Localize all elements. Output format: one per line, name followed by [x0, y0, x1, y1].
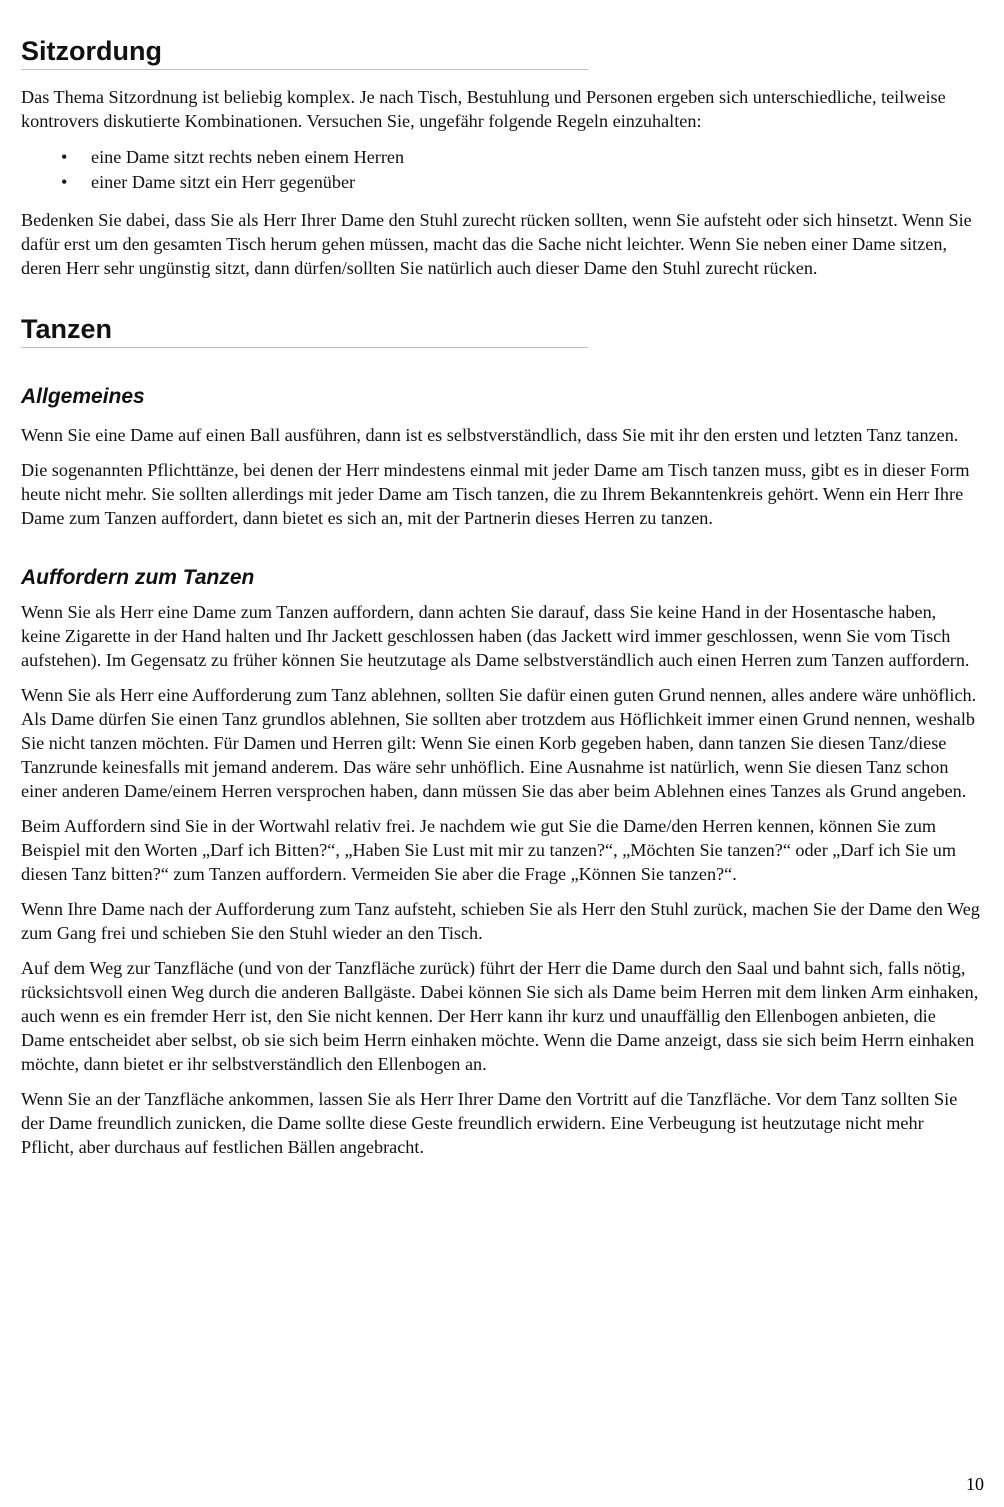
sitzordnung-intro: Das Thema Sitzordnung ist beliebig komplex. Je nach Tisch, Bestuhlung und Personen ergeben sich unterschiedliche, teilweise kontrovers diskutierte Kombinationen. Versuchen Sie, ungefähr folgende Regeln einzuhalten: — [21, 87, 946, 131]
list-item — [21, 145, 980, 170]
subsection-heading-allgemeines: Allgemeines — [21, 385, 145, 408]
page-number: 10 — [966, 1474, 984, 1494]
auffordern-paragraph: Wenn Sie an der Tanzfläche ankommen, lassen Sie als Herr Ihrer Dame den Vortritt auf die Tanzfläche. Vor dem Tanz sollten Sie der Dame freundlich zunicken, die Dame sollte diese Geste freundlich erwidern. Eine Verbeugung ist heutzutage nicht mehr Pflicht, aber durchaus auf festlichen Bällen angebracht. — [21, 1089, 958, 1157]
rule-text: einer Dame sitzt ein Herr gegenüber — [91, 172, 356, 192]
subsection-heading-auffordern: Auffordern zum Tanzen — [21, 566, 255, 589]
sitzordnung-rules-list — [21, 145, 980, 195]
allgemeines-paragraph: Wenn Sie eine Dame auf einen Ball ausführen, dann ist es selbstverständlich, dass Sie mit ihr den ersten und letzten Tanz tanzen. — [21, 425, 959, 445]
list-item — [21, 170, 980, 195]
auffordern-paragraph: Auf dem Weg zur Tanzfläche (und von der Tanzfläche zurück) führt der Herr die Dame durch den Saal und bahnt sich, falls nötig, rücksichtsvoll einen Weg durch die anderen Ballgäste. Dabei können Sie sich als Dame beim Herren mit dem linken Arm einhaken, auch wenn es ein fremder Herr ist, den Sie nicht kennen. Der Herr kann ihr kurz und unauffällig den Ellenbogen anbieten, die Dame entscheidet aber selbst, ob sie sich beim Herrn einhaken möchte. Wenn die Dame anzeigt, dass sie sich beim Herrn einhaken möchte, dann bietet er ihr selbstverständlich den Ellenbogen an. — [21, 958, 979, 1074]
auffordern-paragraph: Wenn Sie als Herr eine Aufforderung zum Tanz ablehnen, sollten Sie dafür einen guten Grund nennen, alles andere wäre unhöflich. Als Dame dürfen Sie einen Tanz grundlos ablehnen, Sie sollten aber trotzdem aus Höflichkeit immer einen Grund nennen, weshalb Sie nicht tanzen möchten. Für Damen und Herren gilt: Wenn Sie einen Korb gegeben haben, dann tanzen Sie diesen Tanz/diese Tanzrunde keinesfalls mit jemand anderem. Das wäre sehr unhöflich. Eine Ausnahme ist natürlich, wenn Sie diesen Tanz schon einer anderen Dame/einem Herren versprochen haben, dann müssen Sie das aber beim Ablehnen eines Tanzes als Grund angeben. — [21, 685, 977, 801]
rule-text: eine Dame sitzt rechts neben einem Herren — [91, 147, 405, 167]
bullet-icon: • — [61, 147, 68, 167]
auffordern-paragraph: Wenn Ihre Dame nach der Aufforderung zum Tanz aufsteht, schieben Sie als Herr den Stuhl zurück, machen Sie der Dame den Weg zum Gang frei und schieben Sie den Stuhl wieder an den Tisch. — [21, 899, 980, 943]
auffordern-paragraph: Wenn Sie als Herr eine Dame zum Tanzen auffordern, dann achten Sie darauf, dass Sie keine Hand in der Hosentasche haben, keine Zigarette in der Hand halten und Ihr Jackett geschlossen haben (das Jackett wird immer geschlossen, wenn Sie vom Tisch aufstehen). Im Gegensatz zu früher können Sie heutzutage als Dame selbstverständlich auch einen Herren zum Tanzen auffordern. — [21, 602, 970, 670]
allgemeines-paragraph: Die sogenannten Pflichttänze, bei denen der Herr mindestens einmal mit jeder Dame am Tisch tanzen muss, gibt es in dieser Form heute nicht mehr. Sie sollten allerdings mit jeder Dame am Tisch tanzen, die zu Ihrem Bekanntenkreis gehört. Wenn ein Herr Ihre Dame zum Tanzen auffordert, dann bietet es sich an, mit der Partnerin dieses Herren zu tanzen. — [21, 460, 970, 528]
section-heading-sitzordnung: Sitzordung — [21, 36, 588, 70]
auffordern-paragraph: Beim Auffordern sind Sie in der Wortwahl relativ frei. Je nachdem wie gut Sie die Dame/den Herren kennen, können Sie zum Beispiel mit den Worten „Darf ich Bitten?“, „Haben Sie Lust mit mir zu tanzen?“, „Möchten Sie tanzen?“ oder „Darf ich Sie um diesen Tanz bitten?“ zum Tanzen auffordern. Vermeiden Sie aber die Frage „Können Sie tanzen?“. — [21, 816, 957, 884]
bullet-icon: • — [61, 172, 68, 192]
sitzordnung-note: Bedenken Sie dabei, dass Sie als Herr Ihrer Dame den Stuhl zurecht rücken sollten, wenn Sie aufsteht oder sich hinsetzt. Wenn Sie dafür erst um den gesamten Tisch herum gehen müssen, macht das die Sache nicht leichter. Wenn Sie neben einer Dame sitzen, deren Herr sehr ungünstig sitzt, dann dürfen/sollten Sie natürlich auch dieser Dame den Stuhl zurecht rücken. — [21, 210, 972, 278]
section-heading-tanzen: Tanzen — [21, 314, 588, 348]
